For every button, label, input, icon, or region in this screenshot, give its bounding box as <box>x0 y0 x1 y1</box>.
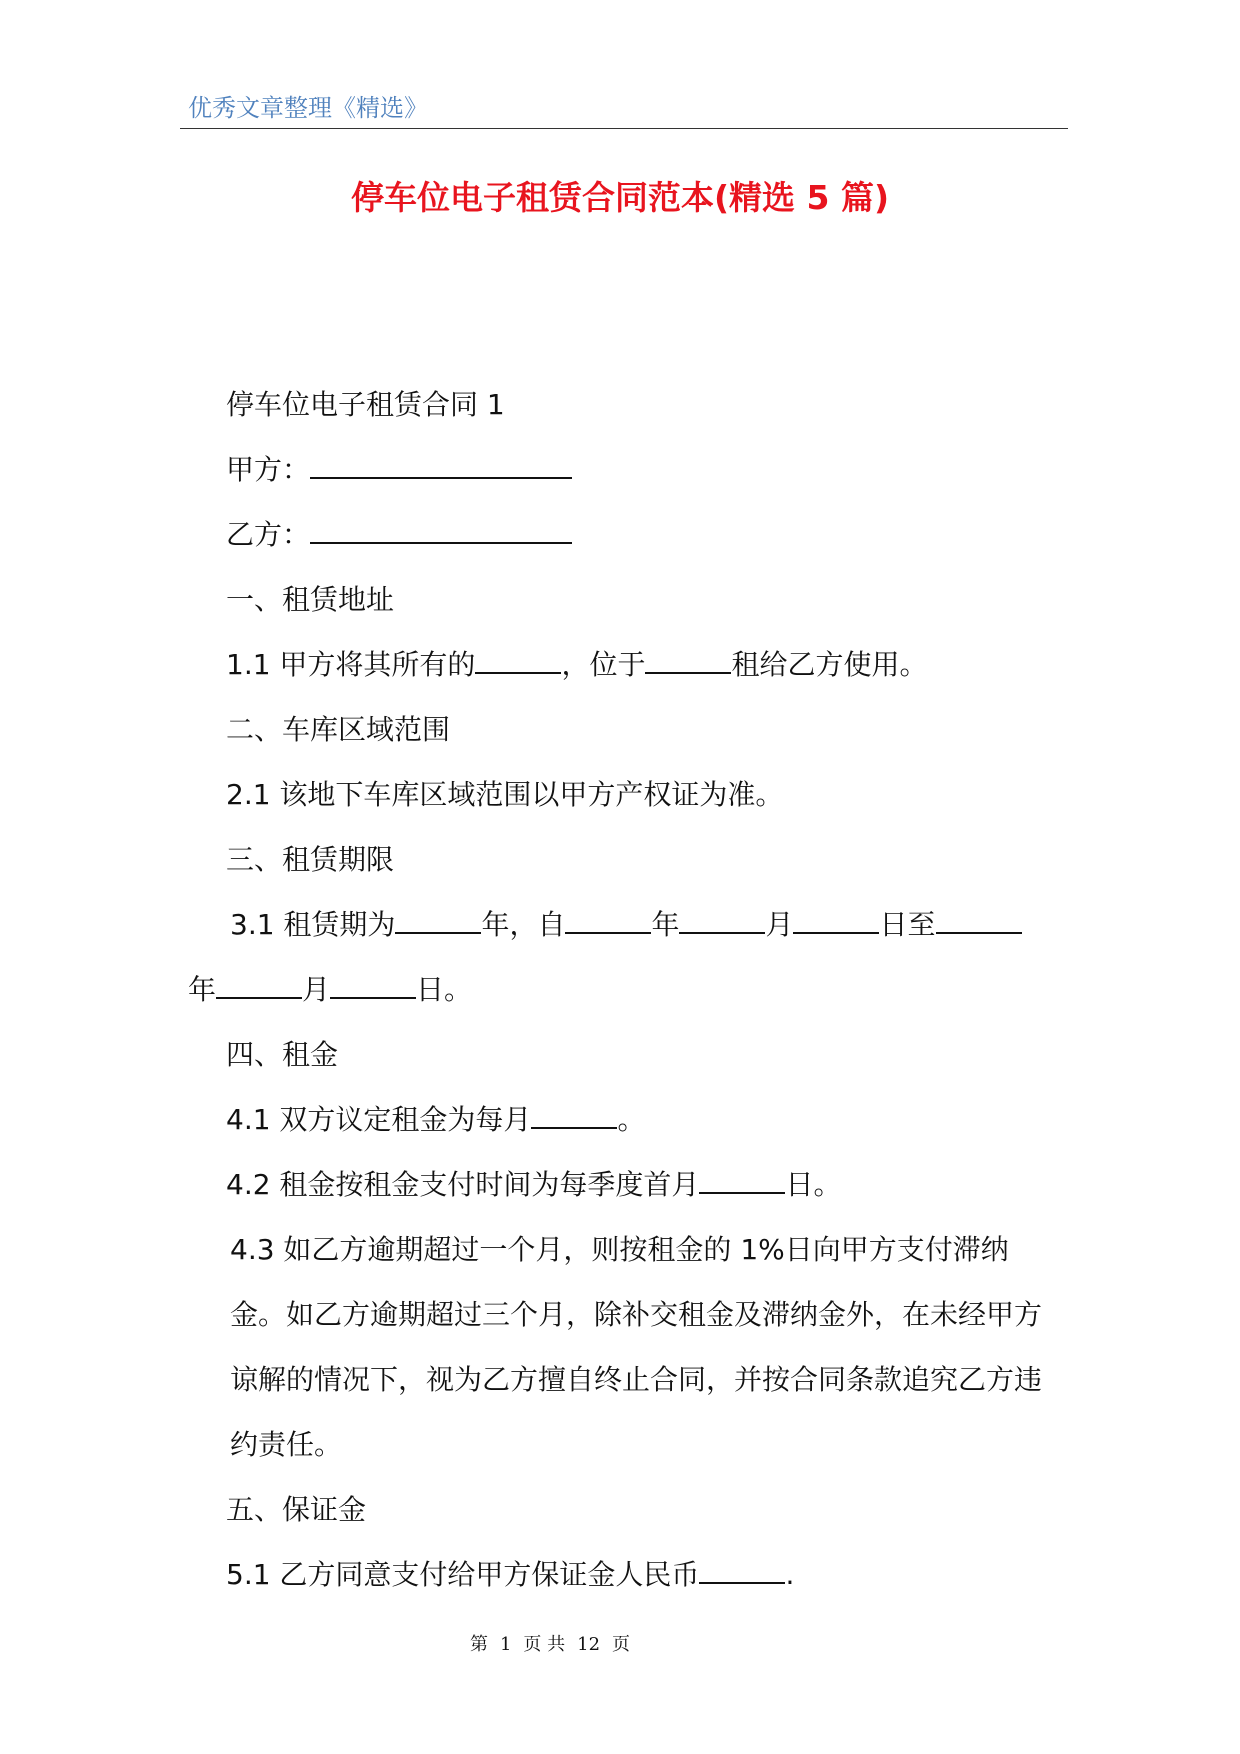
footer-page-number: 1 <box>499 1634 512 1655</box>
section-1-title: 一、租赁地址 <box>226 583 395 616</box>
clause-3-1-text-year: 年，自 <box>481 908 566 941</box>
clause-3-1-text-m2: 月 <box>302 973 331 1006</box>
clause-1-1-text-b: ，位于 <box>561 648 646 681</box>
property-blank[interactable] <box>475 646 561 674</box>
party-b-line <box>188 502 1060 567</box>
section-3-title: 三、租赁期限 <box>226 843 395 876</box>
clause-3-1-text-a: 3.1 租赁期为 <box>230 908 396 941</box>
party-b-label: 乙方： <box>226 518 311 551</box>
party-a-label: 甲方： <box>226 453 311 486</box>
clause-3-1-text-d: 日至 <box>879 908 936 941</box>
clause-1-1-text-a: 1.1 甲方将其所有的 <box>226 648 476 681</box>
clause-5-1-text-b: . <box>785 1558 795 1591</box>
party-a-line <box>188 437 1060 502</box>
footer-label-of: 页 共 <box>523 1634 566 1655</box>
clause-4-1 <box>188 1087 1060 1152</box>
clause-3-1-text-y3: 年 <box>188 973 217 1006</box>
deposit-blank[interactable] <box>699 1556 785 1584</box>
footer-label-page: 第 <box>469 1634 488 1655</box>
footer-label-end: 页 <box>612 1634 631 1655</box>
clause-3-1-text-end: 日。 <box>416 973 473 1006</box>
clause-1-1-text-c: 租给乙方使用。 <box>731 648 928 681</box>
monthly-rent-blank[interactable] <box>531 1101 617 1129</box>
contract-heading: 停车位电子租赁合同 1 <box>226 388 505 421</box>
contract-body <box>188 372 1060 1607</box>
clause-3-1-text-m: 月 <box>765 908 794 941</box>
start-month-blank[interactable] <box>679 906 765 934</box>
clause-5-1-text-a: 5.1 乙方同意支付给甲方保证金人民币 <box>226 1558 700 1591</box>
header-text: 优秀文章整理《精选》 <box>188 94 428 122</box>
clause-3-1-line-1 <box>188 892 1060 957</box>
page-footer <box>0 1630 1100 1656</box>
page-header <box>180 92 1068 129</box>
clause-4-1-text-b: 。 <box>617 1103 646 1136</box>
clause-4-2 <box>188 1152 1060 1217</box>
end-day-blank[interactable] <box>330 971 416 999</box>
clause-1-1 <box>188 632 1060 697</box>
clause-3-1-line-2 <box>188 957 1060 1022</box>
clause-4-3: 4.3 如乙方逾期超过一个月，则按租金的 1%日向甲方支付滞纳金。如乙方逾期超过三个月，除补交租金及滞纳金外，在未经甲方谅解的情况下，视为乙方擅自终止合同，并按合同条款追究乙方违约责任。 <box>230 1233 1043 1461</box>
clause-4-2-text-b: 日。 <box>785 1168 842 1201</box>
footer-total-pages: 12 <box>577 1634 601 1655</box>
section-2-title: 二、车库区域范围 <box>226 713 451 746</box>
document-title: 停车位电子租赁合同范本(精选 5 篇) <box>350 178 890 217</box>
end-year-blank[interactable] <box>936 906 1022 934</box>
clause-4-1-text-a: 4.1 双方议定租金为每月 <box>226 1103 532 1136</box>
party-b-blank[interactable] <box>310 516 572 544</box>
start-year-blank[interactable] <box>565 906 651 934</box>
payment-day-blank[interactable] <box>699 1166 785 1194</box>
clause-5-1 <box>188 1542 1060 1607</box>
section-5-title: 五、保证金 <box>226 1493 367 1526</box>
clause-4-2-text-a: 4.2 租金按租金支付时间为每季度首月 <box>226 1168 700 1201</box>
clause-2-1: 2.1 该地下车库区域范围以甲方产权证为准。 <box>226 778 784 811</box>
clause-3-1-text-y2: 年 <box>651 908 680 941</box>
start-day-blank[interactable] <box>793 906 879 934</box>
party-a-blank[interactable] <box>310 451 572 479</box>
section-4-title: 四、租金 <box>226 1038 339 1071</box>
end-month-blank[interactable] <box>216 971 302 999</box>
term-years-blank[interactable] <box>395 906 481 934</box>
location-blank[interactable] <box>645 646 731 674</box>
